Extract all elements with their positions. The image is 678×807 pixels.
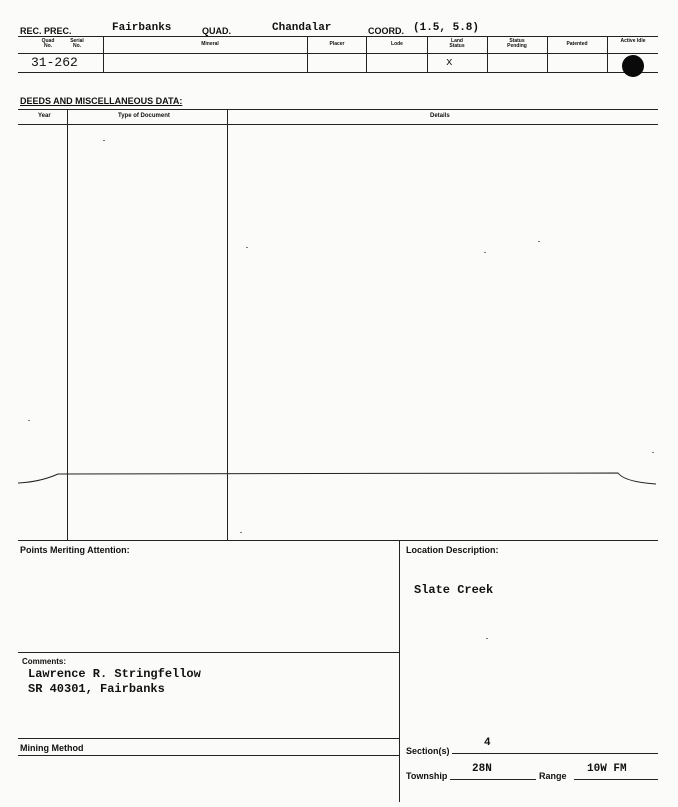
fold-line [0, 462, 678, 492]
comments-label: Comments: [22, 657, 67, 666]
township-underline [450, 779, 536, 780]
active-indicator-dot [622, 55, 644, 77]
location-description-value: Slate Creek [414, 583, 494, 597]
col-divider [103, 37, 104, 72]
coord-value: (1.5, 5.8) [413, 22, 480, 34]
col-lode: Lode [391, 41, 403, 47]
range-underline [574, 779, 658, 780]
col-active-idle: Active Idle [620, 38, 646, 44]
comments-line-2: SR 40301, Fairbanks [28, 682, 165, 696]
quad-value: Chandalar [272, 22, 332, 34]
col-land-status: Land Status [449, 38, 465, 49]
rec-prec-value: Fairbanks [112, 22, 172, 34]
range-label: Range [539, 771, 567, 781]
col-divider [487, 37, 488, 72]
points-meriting-attention-label: Points Meriting Attention: [20, 545, 130, 555]
land-status-mark: x [446, 57, 453, 69]
col-divider [366, 37, 367, 72]
comments-top-rule [18, 652, 399, 653]
speck [652, 452, 654, 453]
col-serial-no: Serial No. [70, 38, 84, 49]
speck [486, 638, 488, 639]
coord-label: COORD. [368, 26, 404, 36]
table-bottom-rule [18, 72, 658, 73]
comments-line-1: Lawrence R. Stringfellow [28, 667, 201, 681]
col-year: Year [38, 113, 51, 119]
quad-serial-value: 31-262 [31, 55, 78, 70]
deeds-top-rule [18, 109, 658, 110]
table-mid-rule [18, 53, 658, 54]
col-type-of-document: Type of Document [118, 113, 170, 119]
speck [240, 532, 242, 533]
col-divider [607, 37, 608, 72]
speck [484, 252, 486, 253]
range-value: 10W FM [587, 763, 627, 775]
lower-col-divider [399, 540, 400, 802]
table-top-rule [18, 36, 658, 37]
location-description-label: Location Description: [406, 545, 499, 555]
township-label: Township [406, 771, 448, 781]
speck [103, 140, 105, 141]
speck [538, 241, 540, 242]
col-mineral: Mineral [201, 41, 219, 47]
col-placer: Placer [329, 41, 345, 47]
col-divider [547, 37, 548, 72]
col-status-pending: Status Pending [507, 38, 527, 49]
lower-top-rule [18, 540, 658, 541]
speck [246, 247, 248, 248]
quad-label: QUAD. [202, 26, 231, 36]
deeds-header-rule [18, 124, 658, 125]
mining-bottom-rule [18, 755, 399, 756]
deeds-section-title: DEEDS AND MISCELLANEOUS DATA: [20, 96, 183, 106]
speck [28, 420, 30, 421]
section-underline [452, 753, 658, 754]
rec-prec-label: REC. PREC. [20, 26, 72, 36]
mining-top-rule [18, 738, 399, 739]
col-divider [427, 37, 428, 72]
section-label: Section(s) [406, 746, 450, 756]
section-value: 4 [484, 737, 491, 749]
col-patented: Patented [566, 41, 588, 47]
col-divider [307, 37, 308, 72]
township-value: 28N [472, 763, 492, 775]
col-details: Details [430, 113, 450, 119]
col-quad-no: Quad No. [41, 38, 55, 49]
mining-method-label: Mining Method [20, 743, 84, 753]
